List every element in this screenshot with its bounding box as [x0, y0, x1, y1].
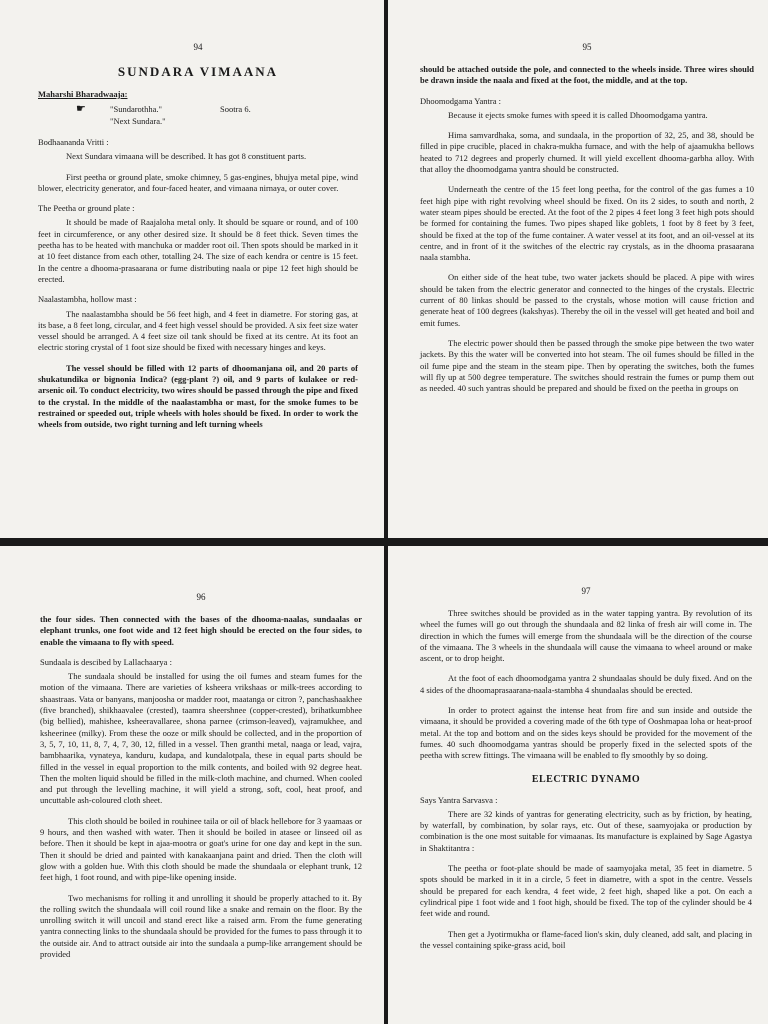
paragraph: In order to protect against the intense heat from fire and sun inside and outside the vimaana, it should be provided a covering made of the 6th type of Ooshmapaa loha or heat-proof metal. At the top and bottom and on the sides keys should be provided for the movement of the fumes. 40 such dhoomodgama yantras should be properly fixed in the selected spots of the peetha with screw fittings. The vimaana will be enabled to fly smoothly by so doing.: [420, 705, 752, 761]
section-heading: Sundaala is descibed by Lallachaarya :: [40, 656, 172, 667]
page-number: 95: [582, 42, 592, 52]
section-heading: Dhoomodgama Yantra :: [420, 95, 501, 106]
paragraph: Two mechanisms for rolling it and unrolling it should be properly attached to it. By the rolling switch the shundaala will coil round like a snake and remain on the floor. By the unrolling switch it will uncoil and stand erect like a raised arm. From the fume generating yantra connecting links to the shundaala should be provided for the fumes to pass through it to the outside air. And to attract outside air into the sundaala a pump-like arrangement should be provided: [40, 892, 362, 960]
section-heading: The Peetha or ground plate :: [38, 203, 135, 214]
page-title: SUNDARA VIMAANA: [117, 64, 279, 79]
pointing-hand-icon: ☛: [76, 103, 86, 115]
paragraph: Hima samvardhaka, soma, and sundaala, in the proportion of 32, 25, and 38, should be filled in pipe crucible, placed in chakra-mukha furnace, and with the help of ajaamukha bellows heated to 712 degrees and properly churned. It will yield excellent dhooma-garbha alloy. With that alloy the dhoomodgama yantra should be constructed.: [420, 130, 754, 175]
page-97: [388, 546, 768, 1024]
section-title: ELECTRIC DYNAMO: [531, 773, 641, 785]
page-number: 94: [193, 42, 203, 52]
paragraph: should be attached outside the pole, and connected to the wheels inside. Three wires should be drawn inside the naala and fixed at the foot, the middle, and at the top.: [420, 64, 754, 86]
vritti-heading: Bodhaananda Vritti :: [38, 137, 109, 147]
paragraph: Then get a Jyotirmukha or flame-faced lion's skin, duly cleaned, add salt, and placing in the vessel containing spike-grass acid, boil: [420, 928, 752, 950]
paragraph: Three switches should be provided as in the water tapping yantra. By revolution of its wheel the fumes will go out through the shundaala and 82 linka of fresh air will come in. The direction in which the fumes will emerge from the shundaala will be the direction of the course of the vimaana. The 3 wheels in the shundaala will cause the vimaana to wheel around or make ascent, or to drop height.: [420, 608, 752, 664]
paragraph: At the foot of each dhoomodgama yantra 2 shundaalas should be duly fixed. And on the 4 sides of the dhoomaprasaarana-naala-stambha 4 shundaalas should be erected.: [420, 673, 752, 695]
paragraph: Next Sundara vimaana will be described. It has got 8 constituent parts.: [66, 151, 307, 162]
paragraph: the four sides. Then connected with the bases of the dhooma-naalas, sundaalas or elephant trunks, one foot wide and 12 feet high should be erected on the four sides, to enable the vimaana to fly with speed.: [40, 614, 362, 647]
sootra-block: [76, 104, 358, 127]
paragraph: On either side of the heat tube, two water jackets should be placed. A pipe with wires should be taken from the electric generator and connected to the hinges of the crystals. Electric current of 80 linkas should be passed to the crystals, whose motion will cause friction and generate heat of 100 degrees (kakshyas). Thereby the oil in the vessel will get heated and boil and emit fumes.: [420, 272, 754, 328]
paragraph: The electric power should then be passed through the smoke pipe between the two water jackets. By this the water will be converted into hot steam. The oil fumes should be filled in the oil fume pipe and the steam in the steam pipe. Then by operating the switches, both the fumes will fly up at 500 degree temperature. The switches should restrain the fumes or pump them out as needed. 40 such yantras should be prepared and should be fixed on the peetha in groups on: [420, 337, 754, 394]
page-94: [0, 0, 384, 538]
page-96: [0, 546, 384, 1024]
paragraph: Because it ejects smoke fumes with speed it is called Dhoomodgama yantra.: [448, 109, 708, 120]
sootra-next: "Next Sundara.": [110, 115, 166, 126]
sootra-quote: "Sundarothha.": [110, 104, 163, 114]
page-number: 96: [196, 592, 206, 602]
paragraph: There are 32 kinds of yantras for generating electricity, such as by friction, by heating, by waterfall, by combination, by solar rays, etc. Out of these, saamyojaka or production by combination is the one most suitable for vimaanas. Its manufacture is explained by Sage Agastya in Shaktitantra :: [420, 808, 752, 853]
paragraph: The sundaala should be installed for using the oil fumes and steam fumes for the motion of the vimaana. There are varieties of ksheera vrikshaas or milk-trees according to shaastraas. Vata or banyans, manjoosha or madder root, maatanga or citron ?, panchashaakhee (five branched), shikhaavalee (crested), taamra sheershnee (copper-crested), brihatkumbhee (big bellied), mahishee, ksheeravallaree, shona parnee (crimson-leaved), vajramukhee, and ksheerinee (milky). From these the ooze or milk should be collected, and in the proportion of 3, 5, 7, 10, 11, 8, 7, 4, 7, 30, 12, filled in a vessel. Then granthi metal, naaga or lead, vajra, bambhaarika, vynateya, kanduru, kudapa, and kundalotpala, these in equal parts should be filled in the vessel in equal proportion to the milk contents, and boiled with 92 degree heat. Then the molten liquid should be filled in the milk-cloth machine, and churned. When cooled and put through the levelling machine, it will yield a strong, soft, cool, heat proof, and uncuttable ash-coloured cloth sheet.: [40, 671, 362, 806]
section-heading: Says Yantra Sarvasva :: [420, 794, 498, 805]
paragraph: The naalastambha should be 56 feet high, and 4 feet in diametre. For storing gas, at its base, a 8 feet long, circular, and 4 feet high vessel should be provided. A six feet size water vessel should be arranged. A 4 feet size oil tank should be fixed at its centre. At its foot an electric storing crystal of 1 foot size should be fixed with necessary hinges and keys.: [38, 308, 358, 353]
paragraph: The peetha or foot-plate should be made of saamyojaka metal, 35 feet in diametre. 5 spots should be marked in it in a circle, 5 feet in diametre, with a spot in the centre. Vessels should be prepared for each kendra, 4 feet wide, 2 feet high, shaped like a pot. On each a cylindrical pipe 1 foot wide and 1 foot high, should be fixed. The top of the cylinder should be 4 feet wide and round.: [420, 863, 752, 919]
page-number: 97: [581, 586, 591, 596]
paragraph: First peetha or ground plate, smoke chimney, 5 gas-engines, bhujya metal pipe, wind blower, electricity generator, and four-faced heater, and vimaana nirnaya, or outer cover.: [38, 171, 358, 193]
paragraph: The vessel should be filled with 12 parts of dhoomanjana oil, and 20 parts of shukatundika or bignonia Indica? (egg-plant ?) oil, and 9 parts of kulakee or red-arsenic oil. To conduct electricity, two wires should be passed through the pipe and fixed to the crystal. In the middle of the naalastambha or mast, for the smoke fumes to be restrained or speeded out, triple wheels with holes should be fixed. In order to work the wheels from outside, two right turning and left turning wheels: [38, 362, 358, 430]
paragraph: It should be made of Raajaloha metal only. It should be square or round, and of 100 feet in circumference, or any other desired size. It should be 8 feet thick. Seven times the peetha has to be heated with manchuka or madder root oil. Then spots should be marked in it at 10 feet distance from each other, totalling 24. The size of each kendra or centre is 15 feet. In the centre a dhooma-prasaarana or fume distributing naala or pipe 12 feet high should be erected.: [38, 217, 358, 284]
sootra-label: Sootra 6.: [220, 104, 251, 114]
section-heading: Naalastambha, hollow mast :: [38, 294, 137, 305]
page-95: [388, 0, 768, 538]
author-line: Maharshi Bharadwaaja:: [38, 89, 128, 99]
paragraph: This cloth should be boiled in rouhinee taila or oil of black hellebore for 3 yaamaas or 9 hours, and then washed with water. Then it should be boiled in atasee or linseed oil as before. Then it should be kept in ajaa-mootra or goat's urine for one day and kept in the sun. Then it should be dried and painted with kanakaanjana paint and dried. Then the cloth will glow with a golden hue. With this cloth should be made the shundaala or elephant trunk, 12 feet high, 1 foot round, and with pipe-like opening inside.: [40, 815, 362, 883]
paragraph: Underneath the centre of the 15 feet long peetha, for the control of the gas fumes a 10 feet high pipe with right revolving wheel should be fixed. On its 2 sides, to south and north, 2 water steam pipes should be erected. At the foot of the 2 pipes 4 feet long 3 feet high pots should be formed for containing the fumes. Two pipes shaped like goblets, 1 foot by 8 feet by 3 feet, should be fixed at the top of the fume container. A water vessel at its foot, and an oil-vessel at its centre, and in front of it the switches of the electric ray crystals, as in the dhooma prasaarana naala stambha.: [420, 184, 754, 263]
